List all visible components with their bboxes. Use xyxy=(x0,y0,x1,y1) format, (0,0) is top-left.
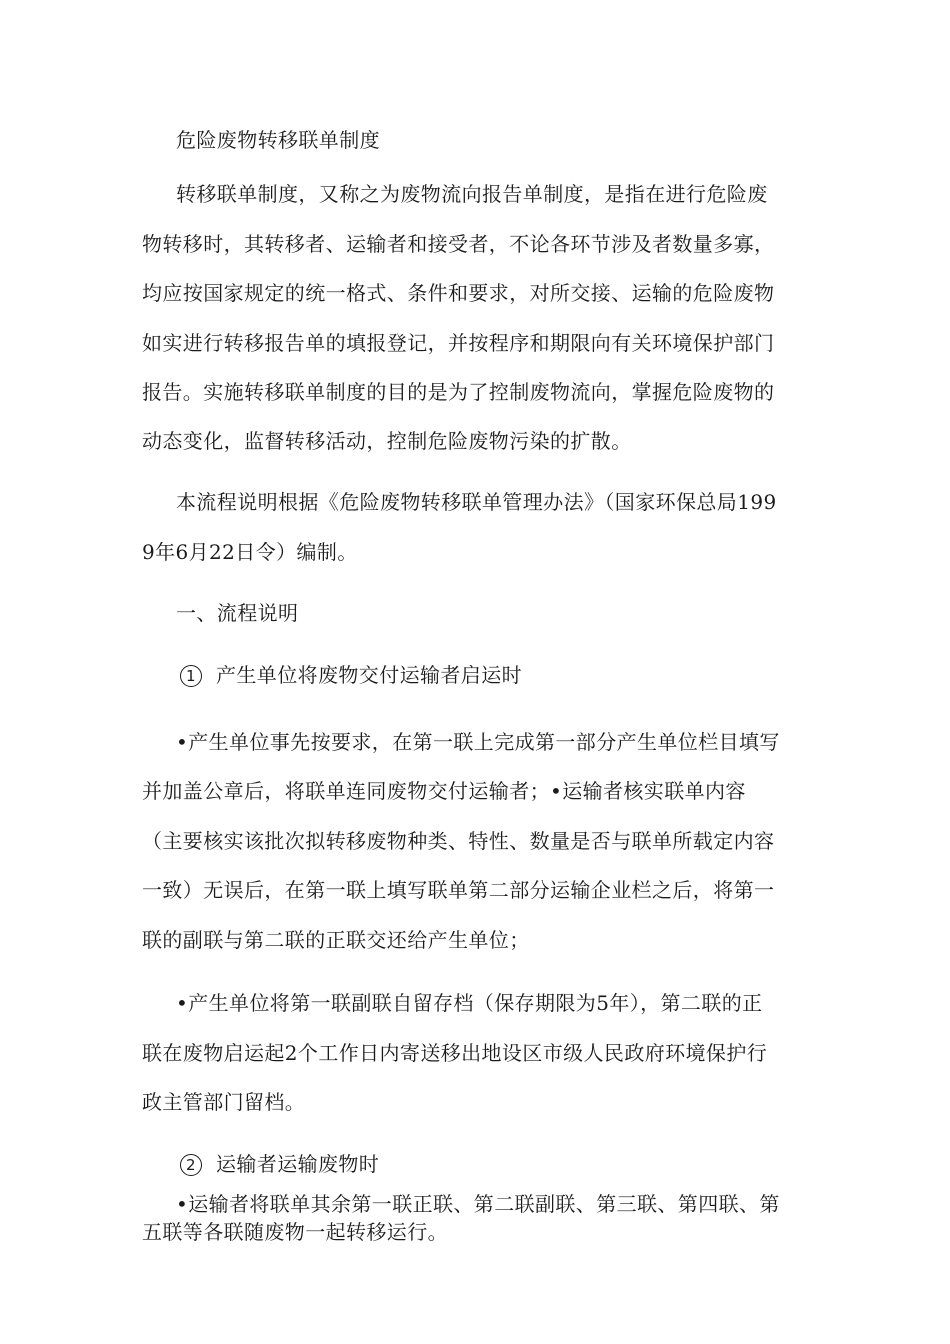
paragraph-line: •运输者将联单其余第一联正联、第二联副联、第三联、第四联、第 xyxy=(176,1192,780,1216)
step-title: 运输者运输废物时 xyxy=(216,1152,380,1176)
paragraph-line: （主要核实该批次拟转移废物种类、特性、数量是否与联单所载定内容 xyxy=(142,829,775,853)
step-title: 产生单位将废物交付运输者启运时 xyxy=(216,663,522,687)
paragraph-line: 联的副联与第二联的正联交还给产生单位； xyxy=(142,928,530,952)
paragraph-line: 动态变化，监督转移活动，控制危险废物污染的扩散。 xyxy=(142,429,632,453)
paragraph-line: 并加盖公章后，将联单连同废物交付运输者；•运输者核实联单内容 xyxy=(142,779,746,803)
section-heading: 一、流程说明 xyxy=(176,601,299,625)
paragraph-line: •产生单位事先按要求，在第一联上完成第一部分产生单位栏目填写 xyxy=(176,730,780,754)
paragraph-line: 本流程说明根据《危险废物转移联单管理办法》（国家环保总局199 xyxy=(176,490,777,514)
paragraph-line: 如实进行转移报告单的填报登记，并按程序和期限向有关环境保护部门 xyxy=(142,331,775,355)
paragraph-line: 转移联单制度，又称之为废物流向报告单制度，是指在进行危险废 xyxy=(176,182,768,206)
step-heading-1 xyxy=(180,663,522,687)
paragraph-line: 9年6月22日令）编制。 xyxy=(142,540,358,564)
paragraph-line: 报告。实施转移联单制度的目的是为了控制废物流向，掌握危险废物的 xyxy=(142,380,775,404)
document-title: 危险废物转移联单制度 xyxy=(176,128,380,152)
paragraph-line: 政主管部门留档。 xyxy=(142,1090,306,1114)
step-heading-2 xyxy=(180,1152,379,1176)
circled-number-icon: 2 xyxy=(180,1154,202,1176)
paragraph-line: 物转移时，其转移者、运输者和接受者，不论各环节涉及者数量多寡， xyxy=(142,232,775,256)
paragraph-line: 联在废物启运起2个工作日内寄送移出地设区市级人民政府环境保护行 xyxy=(142,1041,768,1065)
paragraph-line: •产生单位将第一联副联自留存档（保存期限为5年），第二联的正 xyxy=(176,991,763,1015)
paragraph-line: 一致）无误后，在第一联上填写联单第二部分运输企业栏之后，将第一 xyxy=(142,878,775,902)
paragraph-line: 均应按国家规定的统一格式、条件和要求，对所交接、运输的危险废物 xyxy=(142,281,775,305)
circled-number-icon: 1 xyxy=(180,665,202,687)
paragraph-line: 五联等各联随废物一起转移运行。 xyxy=(142,1220,448,1244)
